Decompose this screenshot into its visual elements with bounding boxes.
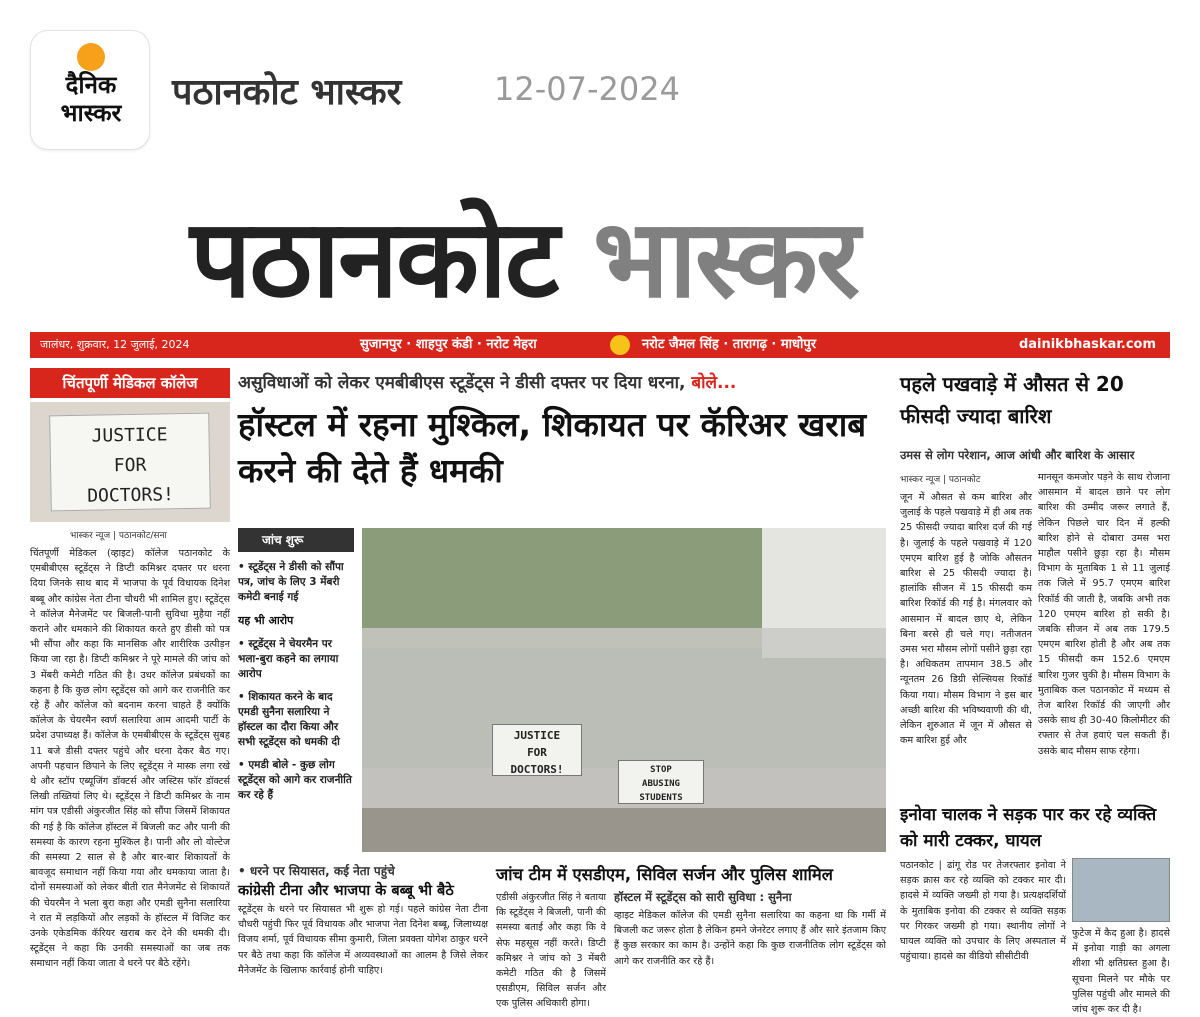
subsection-heading: हॉस्टल में स्टूडेंट्स को सारी सुविधा : सुनैना [614,890,792,904]
article-body: जून में औसत से कम बारिश और जुलाई के पहले पखवाड़े में ही अब तक 25 फीसदी ज्यादा बारिश दर्ज की गई है। जुलाई के पहले पखवाड़े में 120 एमएम बारिश हुई है जोकि औसतन बारिश से 25 फीसदी ज्यादा है। हालांकि सीजन में 15 फीसदी कम बारिश रिकॉर्ड की गई है। मंगलवार को आसमान में बादल छाए थे, लेकिन बिना बरसे ही चले गए। नतीजतन उमस भरा मौसम लोगों पसीने छुड़ा रहा है। अधिकतम तापमान 38.5 और न्यूनतम 26 डिग्री सेल्सियस रिकॉर्ड किया गया। मौसम विभाग ने इस बार अच्छी बारिश की भविष्यवाणी की थी, लेकिन शुरुआत में जून में औसत से कम बारिश हुई और [900,492,1032,747]
placard-line: FOR [113,454,147,477]
cctv-photo [1072,858,1170,922]
story-kicker [238,368,886,398]
placard-line: STUDENTS [639,793,683,803]
highlight-item: • स्टूडेंट्स ने चेयरमैन पर भला-बुरा कहने का लगाया आरोप [238,638,339,680]
article-body: फुटेज में कैद हुआ है। हादसे में इनोवा गाड़ी का अगला शीशा भी क्षतिग्रस्त हुआ है। सूचना मिलने पर मौके पर पुलिस पहुंची और मामले की जांच शुरू कर दी है। [1072,928,1170,1016]
main-story [238,368,886,1010]
article-body: मानसून कमजोर पड़ने के साथ रोजाना आसमान में बादल छाने पर लोग बारिश की उम्मीद जरूर लगाते हैं, लेकिन पिछले चार दिन में हल्की बारिश होने से दोबारा उमस भरा माहौल पसीने छुड़ा रहा है। मौसम विभाग के मुताबिक 1 से 11 जुलाई तक जिले में 95.7 एमएम बारिश रिकॉर्ड की जाती है, जबकि अभी तक 120 एमएम बारिश हो सकी है। जबकि सीजन में अब तक 179.5 एमएम बारिश होती है और अब तक 15 फीसदी कम 152.6 एमएम बारिश गुजर चुकी है। मौसम विभाग के मुताबिक कल पठानकोट में मध्यम से तेज बारिश रिकॉर्ड की जाएगी और उसके साथ ही 30-40 किलोमीटर की रफ्तार से तेज हवाएं चल सकती हैं। उसके बाद मौसम साफ रहेगा। [1038,472,1170,757]
placard-line: JUSTICE [513,729,561,742]
sun-icon [610,335,630,355]
highlights-box [238,528,354,848]
weather-headline: पहले पखवाड़े में औसत से 20 फीसदी ज्यादा बारिश [900,372,1124,428]
placard [49,413,211,512]
protest-sign-photo [30,402,230,522]
subsection-heading: जांच टीम में एसडीएम, सिविल सर्जन और पुलिस शामिल [496,865,833,884]
highlight-item: • एमडी बोले - कुछ लोग स्टूडेंट्स को आगे कर राजनीति कर रहे हैं [238,759,352,801]
article-body: चिंतपूर्णी मेडिकल (व्हाइट) कॉलेज पठानकोट के एमबीबीएस स्टूडेंट्स ने डिप्टी कमिश्नर दफ्तर पर धरना दिया जिनके साथ बाद में भाजपा के पूर्व विधायक दिनेश बब्बू और कांग्रेस नेता टीना चौधरी भी शामिल हुए। स्टूडेंट्स ने कॉलेज मैनेजमेंट पर बिजली-पानी सुविधा मुहैया नहीं कराने और धमकाने की शिकायत करते हुए डीसी को पत्र भी सौंपा और कहा कि मानसिक और शारीरिक उत्पीड़न किया जा रहा है। डिप्टी कमिश्नर ने पूरे मामले की जांच को 3 मेंबरी कमेटी गठित की है। उधर कॉलेज प्रबंधकों का कहना है कि कुछ लोग स्टूडेंट्स को आगे कर राजनीति कर रहे हैं और कॉलेज को बदनाम करना चाहते हैं क्योंकि कॉलेज के चेयरमैन स्वर्ण सलारिया आम आदमी पार्टी के प्रदेश उपाध्यक्ष हैं। कॉलेज के एमबीबीएस के स्टूडेंट्स सुबह 11 बजे डीसी दफ्तर पहुंचे और धरना देकर बैठ गए। अपनी पहचान छिपाने के लिए स्टूडेंट्स ने मास्क लगा रखे थे और स्टॉप एब्यूजिंग डॉक्टर्स और जस्टिस फॉर डॉक्टर्स लिखी तख्तियां लिए थे। स्टूडेंट्स ने डिप्टी कमिश्नर के नाम मांग पत्र एडीसी अंकुरजीत सिंह को सौंपा जिसमें शिकायत की गई है कि कॉलेज हॉस्टल में बिजली कट और पानी की समस्या के कारण रहना मुश्किल है। पानी और लो वोल्टेज की समस्या 2 साल से है और बार-बार शिकायतों के बावजूद समाधान नहीं किया गया और धमकाया जाता है। दोनों समस्याओं को लेकर बीती रात मैनेजमेंट से शिकायतें की चेयरमैन ने भला बुरा कहा और एमडी सुनैना सलारिया ने रात में लड़कियों और लड़कों के हॉस्टल में विजिट कर उनके एकेडमिक कॅरियर खराब कर देने की धमकी दी। स्टूडेंट्स ने कहा कि उनकी समस्याओं का जब तक समाधान नहीं किया जाता वे धरने पर बैठे रहेंगे। [30,548,230,970]
highlights-heading: जांच शुरू [238,528,354,552]
subsection-body: स्टूडेंट्स के धरने पर सियासत भी शुरू हो गई। पहले कांग्रेस नेता टीना चौधरी पहुंची फिर पूर्व विधायक और भाजपा नेता दिनेश बब्बू, जिलाध्यक्ष विजय शर्मा, पूर्व विधायक सीमा कुमारी, जिला प्रवक्ता योगेश ठाकुर धरने पर बैठे तथा कहा कि कॉलेज में अव्यवस्थाओं का आलम है जिसे लेकर मैनेजमेंट के खिलाफ कार्रवाई होनी चाहिए। [238,904,488,976]
photo-placard [492,724,582,776]
newspaper-page [0,160,1200,1016]
protest-photo [362,528,886,852]
masthead-brand: भास्कर [592,197,858,322]
placard-line: FOR [527,746,547,759]
sun-icon [77,43,105,71]
subsection-body: व्हाइट मेडिकल कॉलेज की एमडी सुनैना सलारिया का कहना था कि गर्मी में बिजली कट जरूर होता है लेकिन हमने जेनरेटर लगाए हैं और सारे इंतजाम किए हैं कुछ सरकार का काम है। उन्होंने कहा कि कुछ राजनीतिक लोग स्टूडेंट्स को आगे कर राजनीति कर रहे हैं। [614,910,886,967]
byline: भास्कर न्यूज | पठानकोट [900,475,981,485]
strip-date: जालंधर, शुक्रवार, 12 जुलाई, 2024 [40,338,190,351]
highlights-subheading: यह भी आरोप [238,614,294,627]
strip-areas-left: सुजानपुर · शाहपुर कंडी · नरोट मेहरा [360,337,537,352]
story-subsections [238,862,886,1010]
highlight-item: • शिकायत करने के बाद एमडी सुनैना सलारिया ने हॉस्टल का दौरा किया और सभी स्टूडेंट्स को धमकी दी [238,691,340,748]
placard-line: ABUSING [642,779,680,789]
kicker-highlight: बोले... [685,373,737,393]
highlight-item: • स्टूडेंट्स ने डीसी को सौंपा पत्र, जांच के लिए 3 मेंबरी कमेटी बनाई गई [238,561,344,603]
strip-website: dainikbhaskar.com [1018,337,1156,352]
kicker-text: असुविधाओं को लेकर एमबीबीएस स्टूडेंट्स ने डीसी दफ्तर पर दिया धरना, [238,373,686,393]
dainik-bhaskar-logo[interactable] [30,30,150,150]
edition-strip [30,332,1170,358]
byline: भास्कर न्यूज | पठानकोट/सना [70,531,167,541]
app-header [0,0,1200,160]
section-tag: चिंतपूर्णी मेडिकल कॉलेज [30,368,230,398]
article-body: पठानकोट | ढांगू रोड पर तेजरफ्तार इनोवा ने सड़क क्रास कर रहे व्यक्ति को टक्कर मार दी। हादसे में व्यक्ति जख्मी हो गया है। प्रत्यक्षदर्शियों के मुताबिक इनोवा की टक्कर से व्यक्ति सड़क पर गिरकर जख्मी हो गया। स्थानीय लोगों ने घायल व्यक्ति को उपचार के लिए अस्पताल में पहुंचाया। हादसे का वीडियो सीसीटीवी [900,860,1066,963]
placard-line: STOP [650,765,672,775]
placard-line: DOCTORS! [87,484,175,507]
right-column [900,368,1170,1016]
logo-text-line2: भास्कर [60,99,122,127]
masthead [190,190,1020,330]
edition-date: 12-07-2024 [494,70,680,108]
masthead-city: पठानकोट [190,197,558,322]
strip-areas-right: नरोट जैमल सिंह · तारागढ़ · माधोपुर [642,337,817,352]
placard-line: JUSTICE [91,424,168,447]
subsection-kicker: • धरने पर सियासत, कई नेता पहुंचे [238,864,395,878]
story-headline: हॉस्टल में रहना मुश्किल, शिकायत पर कॅरिअर खराब करने की देते हैं धमकी [238,405,867,490]
placard-line: DOCTORS! [510,763,564,776]
logo-text-line1: दैनिक [65,71,117,99]
left-column [30,368,230,998]
weather-deck: उमस से लोग परेशान, आज आंधी और बारिश के आसार [900,448,1135,462]
accident-headline: इनोवा चालक ने सड़क पार कर रहे व्यक्ति को मारी टक्कर, घायल [900,805,1157,851]
subsection-heading: कांग्रेसी टीना और भाजपा के बब्बू भी बैठे [238,883,454,899]
edition-title: पठानकोट भास्कर [172,72,402,113]
photo-placard [618,760,704,804]
subsection-body: एडीसी अंकुरजीत सिंह ने बताया कि स्टूडेंट्स ने बिजली, पानी की समस्या बताई और कहा कि वे सेफ महसूस नहीं करते। डिप्टी कमिश्नर ने जांच को 3 मेंबरी कमेटी गठित की है जिसमें एसडीएम, सिविल सर्जन और एक पुलिस अधिकारी होगा। [496,892,606,1010]
